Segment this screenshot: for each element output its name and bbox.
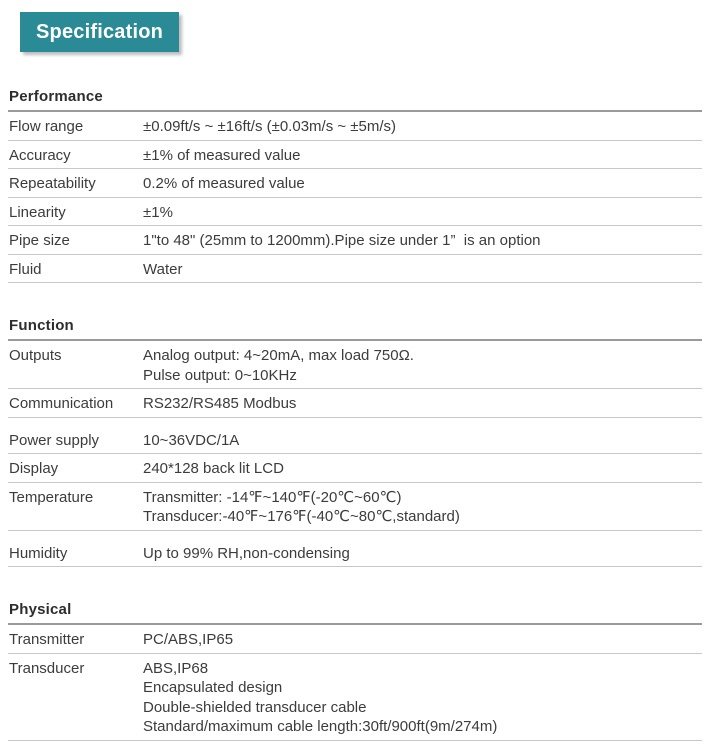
- section-function: [8, 317, 702, 567]
- value-line: Transmitter: -14℉~140℉(-20℃~60℃): [143, 488, 402, 506]
- value-line: 240*128 back lit LCD: [143, 460, 284, 477]
- row-value-outputs: [143, 346, 702, 385]
- row-label-linearity: Linearity: [9, 203, 66, 221]
- value-line: ±0.09ft/s ~ ±16ft/s (±0.03m/s ~ ±5m/s): [143, 118, 397, 135]
- specification-badge: Specification: [20, 12, 179, 52]
- value-line: Pulse output: 0~10KHz: [143, 366, 297, 384]
- spec-row-transducer: [8, 654, 702, 741]
- row-label-pipe-size: Pipe size: [9, 232, 70, 249]
- row-label-communication: Communication: [9, 395, 114, 412]
- spec-row-transmitter: [8, 625, 702, 654]
- row-label-outputs: Outputs: [9, 347, 62, 364]
- spec-row-humidity: [8, 539, 702, 568]
- row-value-display: [143, 459, 702, 479]
- value-line: Double-shielded transducer cable: [143, 698, 367, 716]
- row-label-temperature: Temperature: [9, 488, 94, 506]
- row-value-power-supply: [143, 431, 702, 451]
- value-line: 1"to 48" (25mm to 1200mm).Pipe size under 1” is an option: [143, 232, 541, 249]
- row-label-flow-range: Flow range: [9, 118, 84, 135]
- section-title-function: Function: [8, 317, 702, 341]
- row-label-repeatability: Repeatability: [9, 175, 96, 192]
- row-label-transducer: Transducer: [9, 659, 85, 677]
- row-label-transmitter: Transmitter: [9, 631, 85, 648]
- row-value-accuracy: [143, 146, 702, 166]
- row-value-flow-range: [143, 117, 702, 137]
- section-title-performance: Performance: [8, 88, 702, 112]
- value-line: Analog output: 4~20mA, max load 750Ω.: [143, 347, 414, 364]
- row-value-humidity: [143, 544, 702, 564]
- section-performance: [8, 88, 702, 283]
- spec-row-repeatability: [8, 169, 702, 198]
- spec-row-temperature: [8, 483, 702, 531]
- value-line: ±1%: [143, 203, 173, 221]
- row-label-display: Display: [9, 460, 59, 477]
- row-value-fluid: [143, 260, 702, 280]
- row-label-power-supply: Power supply: [9, 431, 100, 449]
- spec-row-linearity: [8, 198, 702, 227]
- spec-row-outputs: [8, 341, 702, 389]
- row-value-pipe-size: [143, 231, 702, 251]
- value-line: PC/ABS,IP65: [143, 631, 234, 648]
- spec-row-display: [8, 454, 702, 483]
- spec-row-communication: [8, 389, 702, 418]
- value-line: Encapsulated design: [143, 679, 283, 696]
- row-value-linearity: [143, 203, 702, 223]
- row-value-communication: [143, 394, 702, 414]
- value-line: Transducer:-40℉~176℉(-40℃~80℃,standard): [143, 508, 460, 525]
- value-line: ±1% of measured value: [143, 146, 301, 164]
- row-value-repeatability: [143, 174, 702, 194]
- section-physical: [8, 601, 702, 741]
- row-value-temperature: [143, 488, 702, 527]
- section-title-physical: Physical: [8, 601, 702, 625]
- value-line: ABS,IP68: [143, 659, 209, 677]
- value-line: Up to 99% RH,non-condensing: [143, 544, 350, 562]
- row-label-fluid: Fluid: [9, 260, 42, 278]
- row-label-accuracy: Accuracy: [9, 146, 71, 164]
- value-line: Water: [143, 260, 183, 278]
- row-value-transducer: [143, 659, 702, 737]
- value-line: RS232/RS485 Modbus: [143, 395, 297, 412]
- spec-row-power-supply: [8, 426, 702, 455]
- row-label-humidity: Humidity: [9, 544, 68, 562]
- value-line: Standard/maximum cable length:30ft/900ft(9m/274m): [143, 718, 498, 735]
- spec-row-accuracy: [8, 141, 702, 170]
- value-line: 0.2% of measured value: [143, 175, 305, 192]
- spec-tables: [8, 88, 702, 741]
- spec-row-flow-range: [8, 112, 702, 141]
- spec-row-pipe-size: [8, 226, 702, 255]
- value-line: 10~36VDC/1A: [143, 431, 240, 449]
- spec-row-fluid: [8, 255, 702, 284]
- row-value-transmitter: [143, 630, 702, 650]
